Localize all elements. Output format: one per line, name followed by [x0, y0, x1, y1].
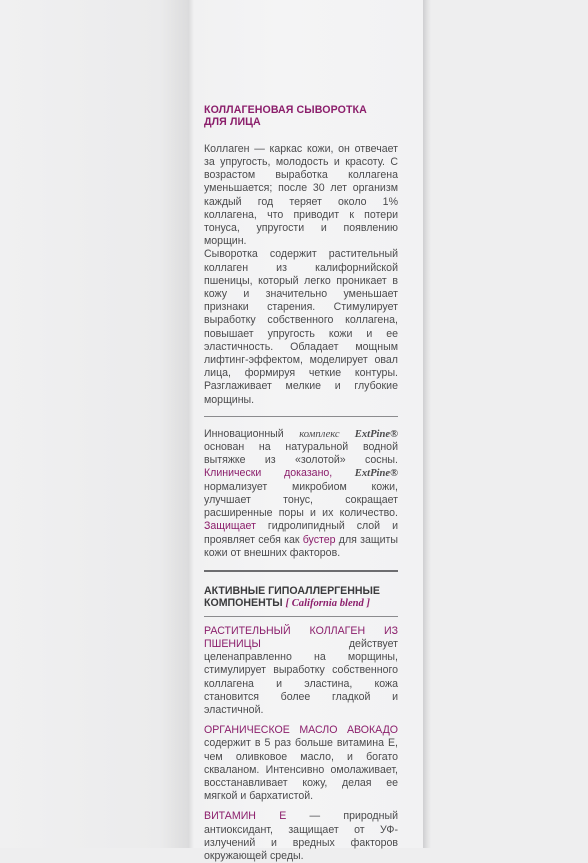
- divider-2: [204, 570, 398, 572]
- component-vitamin-e-title: ВИТАМИН Е: [204, 810, 287, 823]
- innov-text-1: основан на натуральной водной вытяжке из «золотой» сосны.: [204, 441, 398, 467]
- title-line-2: ДЛЯ ЛИЦА: [204, 116, 261, 129]
- innovation-paragraph: [204, 428, 398, 560]
- component-avocado-text: содержит в 5 раз больше витамина Е, чем оливковое масло, и богато скваланом. Интенсивно омолаживает, восстанавливает кожу, делая ее мягкой и бархатистой.: [204, 737, 398, 803]
- component-collagen-title: РАСТИТЕЛЬНЫЙ КОЛЛАГЕН ИЗ ПШЕНИЦЫ: [204, 624, 398, 650]
- innov-text-2: нормализует микробиом кожи, улучшает тонус, сокращает расширенные поры и их количество.: [204, 480, 398, 520]
- component-avocado: [204, 724, 398, 803]
- brand-extpine: ExtPine®: [354, 428, 398, 440]
- innov-pre: Инновационный: [204, 427, 300, 440]
- component-collagen-text: действует целенаправленно на морщины, стимулирует выработку собственного коллагена и эластина, кожа становится более гладкой и эластичной.: [204, 637, 398, 716]
- innov-clinic: Клинически доказано,: [204, 467, 333, 480]
- background-left: [0, 0, 188, 848]
- active-components-heading: [204, 585, 398, 611]
- divider-3: [204, 616, 398, 617]
- innov-booster: бустер: [302, 533, 336, 546]
- active-line-1: АКТИВНЫЕ ГИПОАЛЛЕРГЕННЫЕ: [204, 584, 380, 597]
- product-title: [204, 104, 398, 129]
- component-avocado-title: ОРГАНИЧЕСКОЕ МАСЛО АВОКАДО: [204, 724, 398, 737]
- package-text: [204, 104, 398, 863]
- innov-protect: Защищает: [204, 520, 256, 533]
- title-line-1: КОЛЛАГЕНОВАЯ СЫВОРОТКА: [204, 104, 367, 116]
- component-vitamin-e: [204, 810, 398, 863]
- intro-paragraph-2: Сыворотка содержит растительный коллаген из калифорнийской пшеницы, который легко проникает в кожу и значительно уменьшает признаки старения. Стимулирует выработку собственного коллагена, повышает упругость кожи и ее эластичность. Обладает мощным лифтинг-эффектом, моделирует овал лица, формируя четкие контуры. Разглаживает мелкие и глубокие морщины.: [204, 248, 398, 406]
- divider-1: [204, 416, 398, 417]
- component-vitamin-e-text: — природный антиоксидант, защищает от УФ-излучений и вредных факторов окружающей среды.: [204, 810, 398, 862]
- component-collagen: [204, 625, 398, 717]
- package-edge: [423, 0, 431, 848]
- active-line-2: КОМПОНЕНТЫ: [204, 597, 286, 610]
- innov-kompleks: комплекс: [299, 428, 355, 440]
- intro-paragraph-1: Коллаген — каркас кожи, он отвечает за упругость, молодость и красоту. С возрастом выработка коллагена уменьшается; после 30 лет организм каждый год теряет около 1% коллагена, что приводит к потери тонуса, упругости и появлению морщин.: [204, 142, 398, 248]
- california-blend: [ California blend ]: [285, 598, 371, 610]
- innov-text-4: для защиты кожи от внешних факторов.: [204, 533, 398, 559]
- brand-extpine-2: ExtPine®: [332, 468, 398, 480]
- innov-text-3: гидролипидный слой и проявляет себя как: [204, 520, 398, 546]
